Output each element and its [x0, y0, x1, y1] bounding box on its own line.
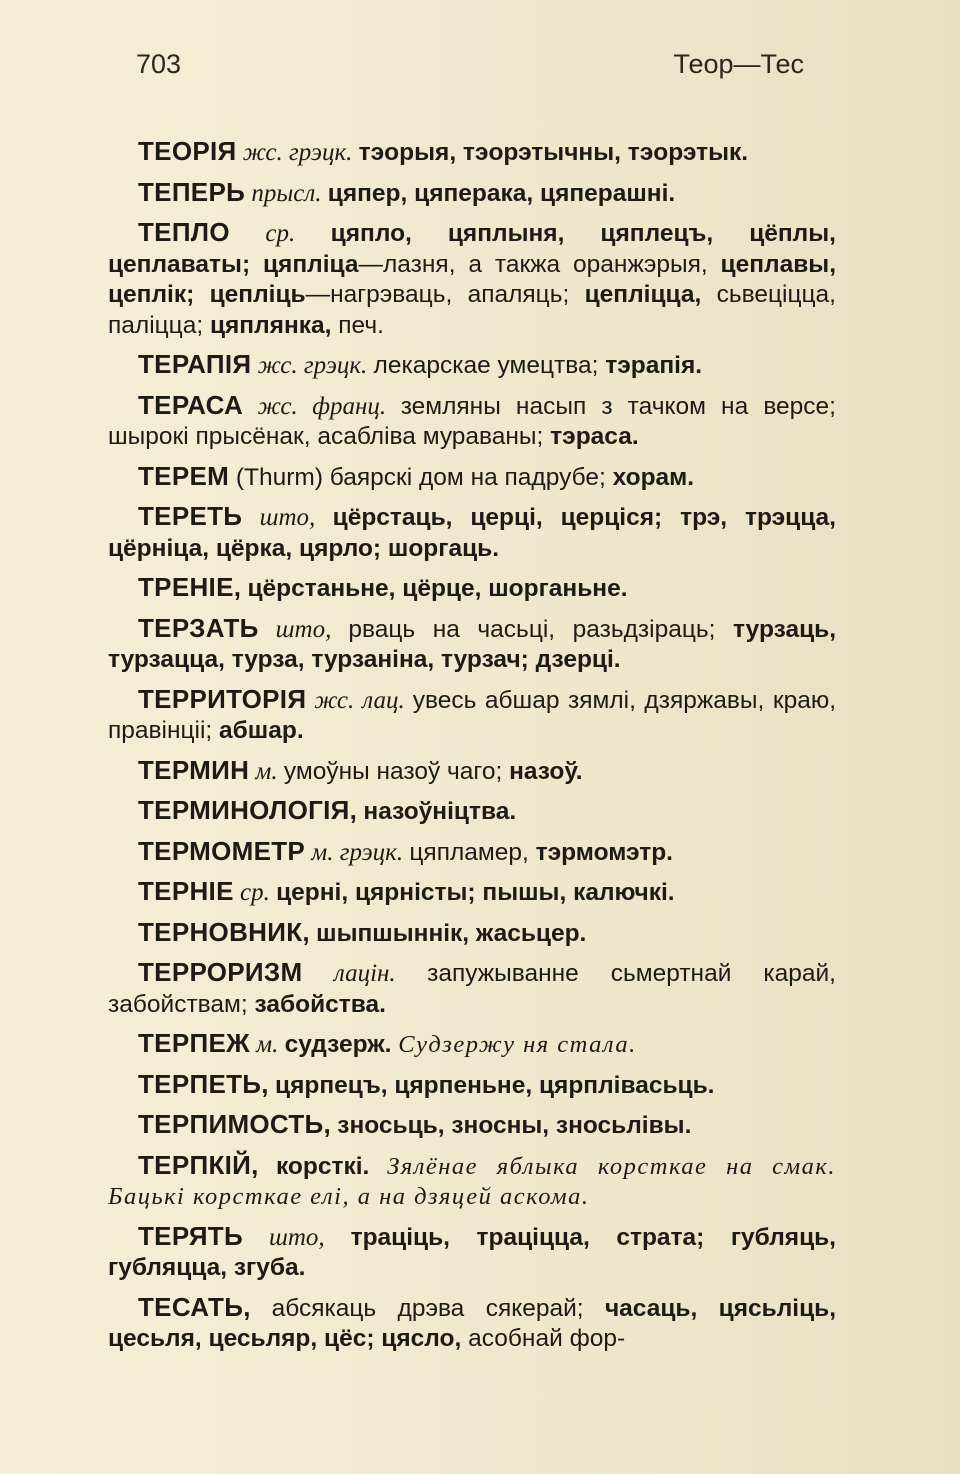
dictionary-entry — [108, 957, 836, 1020]
dictionary-entry — [108, 501, 836, 564]
entry-example: Судзержу ня стала. — [398, 1031, 637, 1058]
dictionary-entry — [108, 1069, 836, 1102]
entry-headword: ТЕРМИН — [138, 754, 250, 785]
entry-equivalents: тэраса. — [550, 423, 639, 450]
entry-grammar: жс. грэцк. — [251, 352, 374, 379]
entry-definition: земляны насып з тачком на версе; шырокі прысёнак, асабліва мураваны; — [108, 392, 836, 450]
entry-grammar: што, — [258, 615, 349, 643]
entry-grammar: ср. — [233, 879, 277, 906]
entry-headword: ТЕРПЕЖ — [138, 1028, 250, 1058]
entry-equivalents: судзерж. — [284, 1031, 399, 1058]
entry-example: Зялёнае яблыка корсткае на смак. Бацькі корсткае елі, а на дзяцей аскома. — [108, 1152, 836, 1210]
entry-definition: запужыванне сьмертнай карай, забойствам; — [108, 960, 836, 1018]
entry-equivalents: церні, цярністы; пышы, калючкі. — [276, 879, 675, 906]
entry-equivalents: зносьць, зносны, зносьлівы. — [337, 1112, 692, 1139]
entry-headword: ТЕРРИТОРІЯ — [138, 683, 307, 714]
entry-equivalents: тэорыя, тэорэтычны, тэорэтык. — [358, 139, 749, 166]
dictionary-entry — [108, 684, 836, 747]
entry-headword: ТЕРПЕТЬ, — [138, 1068, 269, 1099]
entry-headword: ТЕРЯТЬ — [138, 1220, 243, 1251]
entry-equivalents: цёрстаць, церці, церціся; трэ, трэцца, цёрніца, цёрка, цярло; шоргаць. — [108, 504, 836, 562]
dictionary-entry — [108, 572, 836, 605]
entry-equivalents: турзаць, турзацца, турза, турзаніна, турзач; дзерці. — [108, 615, 836, 673]
dictionary-entry — [108, 613, 836, 676]
entry-grammar: м. грэцк. — [305, 838, 410, 866]
entry-grammar — [251, 1295, 272, 1322]
dictionary-entry — [108, 136, 836, 169]
entry-headword: ТЕРЗАТЬ — [138, 612, 259, 643]
dictionary-entry — [108, 1028, 836, 1061]
entry-headword: ТЕПЛО — [138, 217, 230, 247]
entry-grammar: жс. грэцк. — [236, 139, 359, 166]
dictionary-entry — [108, 755, 836, 788]
entry-equivalents: цепліцца, — [584, 281, 717, 308]
entry-definition: сьвеціцца, паліцца; — [108, 281, 836, 339]
entry-definition: увесь абшар зямлі, дзяржавы, краю, правінціі; — [108, 686, 836, 744]
entry-definition: асобнай фор- — [468, 1325, 626, 1352]
dictionary-entry — [108, 876, 836, 909]
dictionary-entry — [108, 795, 836, 828]
entry-equivalents: назоў. — [509, 757, 583, 785]
dictionary-entry — [108, 217, 836, 341]
entry-definition: печ. — [338, 311, 384, 339]
dictionary-entry — [108, 1109, 836, 1142]
entry-headword: ТЕРПИМОСТЬ, — [138, 1109, 332, 1139]
entry-headword: ТЕРПКІЙ, — [138, 1149, 259, 1180]
dictionary-entry — [108, 1292, 836, 1355]
dictionary-entry — [108, 177, 836, 210]
dictionary-entry — [108, 461, 836, 494]
entry-equivalents: траціць, траціцца, страта; губляць, губляцца, згуба. — [108, 1223, 836, 1281]
header-range: Теор—Тес — [673, 49, 804, 79]
entry-headword: ТЕРРОРИЗМ — [138, 957, 303, 987]
entry-equivalents: цёрстаньне, цёрце, шорганьне. — [247, 575, 628, 602]
entry-equivalents: цяпло, цяплыня, цяплецъ, цёплы, цеплаваты; цяпліца — [108, 220, 836, 278]
page-number: 703 — [136, 49, 182, 79]
entry-headword: ТЕРЕМ — [138, 460, 230, 491]
entry-grammar: жс. франц. — [243, 392, 401, 420]
entry-definition: —лазня, а такжа оранжэрыя, — [358, 250, 721, 278]
entry-grammar: жс. лац. — [306, 686, 413, 714]
entry-equivalents: назоўніцтва. — [363, 798, 517, 825]
entry-grammar — [259, 1153, 276, 1180]
entry-grammar: прысл. — [245, 179, 328, 207]
dictionary-entry — [108, 349, 836, 382]
entry-grammar: што, — [242, 504, 333, 531]
entry-headword: ТРЕНІЕ, — [138, 572, 242, 602]
entry-equivalents: тэрмомэтр. — [535, 838, 673, 866]
entry-definition: (Thurm) баярскі дом на падрубе; — [229, 463, 613, 491]
entry-equivalents: цяплянка, — [209, 311, 339, 339]
entry-equivalents: хорам. — [612, 463, 695, 491]
entry-headword: ТЕРМИНОЛОГІЯ, — [138, 795, 358, 825]
entry-grammar: м. — [249, 757, 284, 785]
entry-equivalents: шыпшыннік, жасьцер. — [316, 919, 587, 947]
entry-definition: цяпламер, — [409, 838, 536, 866]
entry-equivalents: тэрапія. — [605, 352, 703, 379]
dictionary-entry — [108, 917, 836, 950]
dictionary-entries — [108, 136, 836, 1363]
entry-definition: умоўны назоў чаго; — [283, 757, 510, 785]
entry-grammar: м. — [249, 1031, 285, 1058]
entry-equivalents: часаць, цясьліць, цесьля, цесьляр, цёс; цясло, — [108, 1294, 837, 1352]
entry-headword: ТЕПЕРЬ — [138, 176, 246, 207]
entry-grammar: што, — [242, 1223, 351, 1251]
entry-equivalents: абшар. — [219, 717, 304, 744]
entry-equivalents: цярпецъ, цярпеньне, цярплівасьць. — [275, 1071, 715, 1099]
entry-definition: рваць на часьці, разьдзіраць; — [348, 615, 734, 643]
entry-headword: ТЕРМОМЕТР — [138, 835, 306, 866]
entry-grammar: лацін. — [302, 960, 428, 987]
entry-definition: лекарскае умецтва; — [373, 352, 606, 379]
dictionary-entry — [108, 1221, 836, 1284]
entry-headword: ТЕРАСА — [138, 389, 244, 420]
entry-headword: ТЕРАПІЯ — [138, 349, 252, 379]
entry-definition: —нагрэваць, апаляць; — [305, 281, 585, 308]
entry-headword: ТЕОРІЯ — [138, 136, 237, 166]
entry-headword: ТЕРНІЕ — [138, 876, 234, 906]
running-head — [136, 44, 804, 84]
entry-equivalents: корсткі. — [275, 1152, 388, 1180]
dictionary-entry — [108, 836, 836, 869]
dictionary-entry — [108, 1150, 836, 1213]
entry-definition: абсякаць дрэва сякерай; — [271, 1294, 605, 1322]
dictionary-entry — [108, 390, 836, 453]
entry-headword: ТЕСАТЬ, — [138, 1291, 251, 1322]
entry-equivalents: цяпер, цяперака, цяперашні. — [327, 179, 676, 207]
entry-headword: ТЕРЕТЬ — [138, 501, 243, 531]
entry-equivalents: цеплавы, цеплік; цепліць — [108, 250, 836, 308]
entry-grammar: ср. — [229, 220, 331, 247]
entry-headword: ТЕРНОВНИК, — [138, 916, 310, 947]
entry-equivalents: забойства. — [254, 990, 386, 1018]
